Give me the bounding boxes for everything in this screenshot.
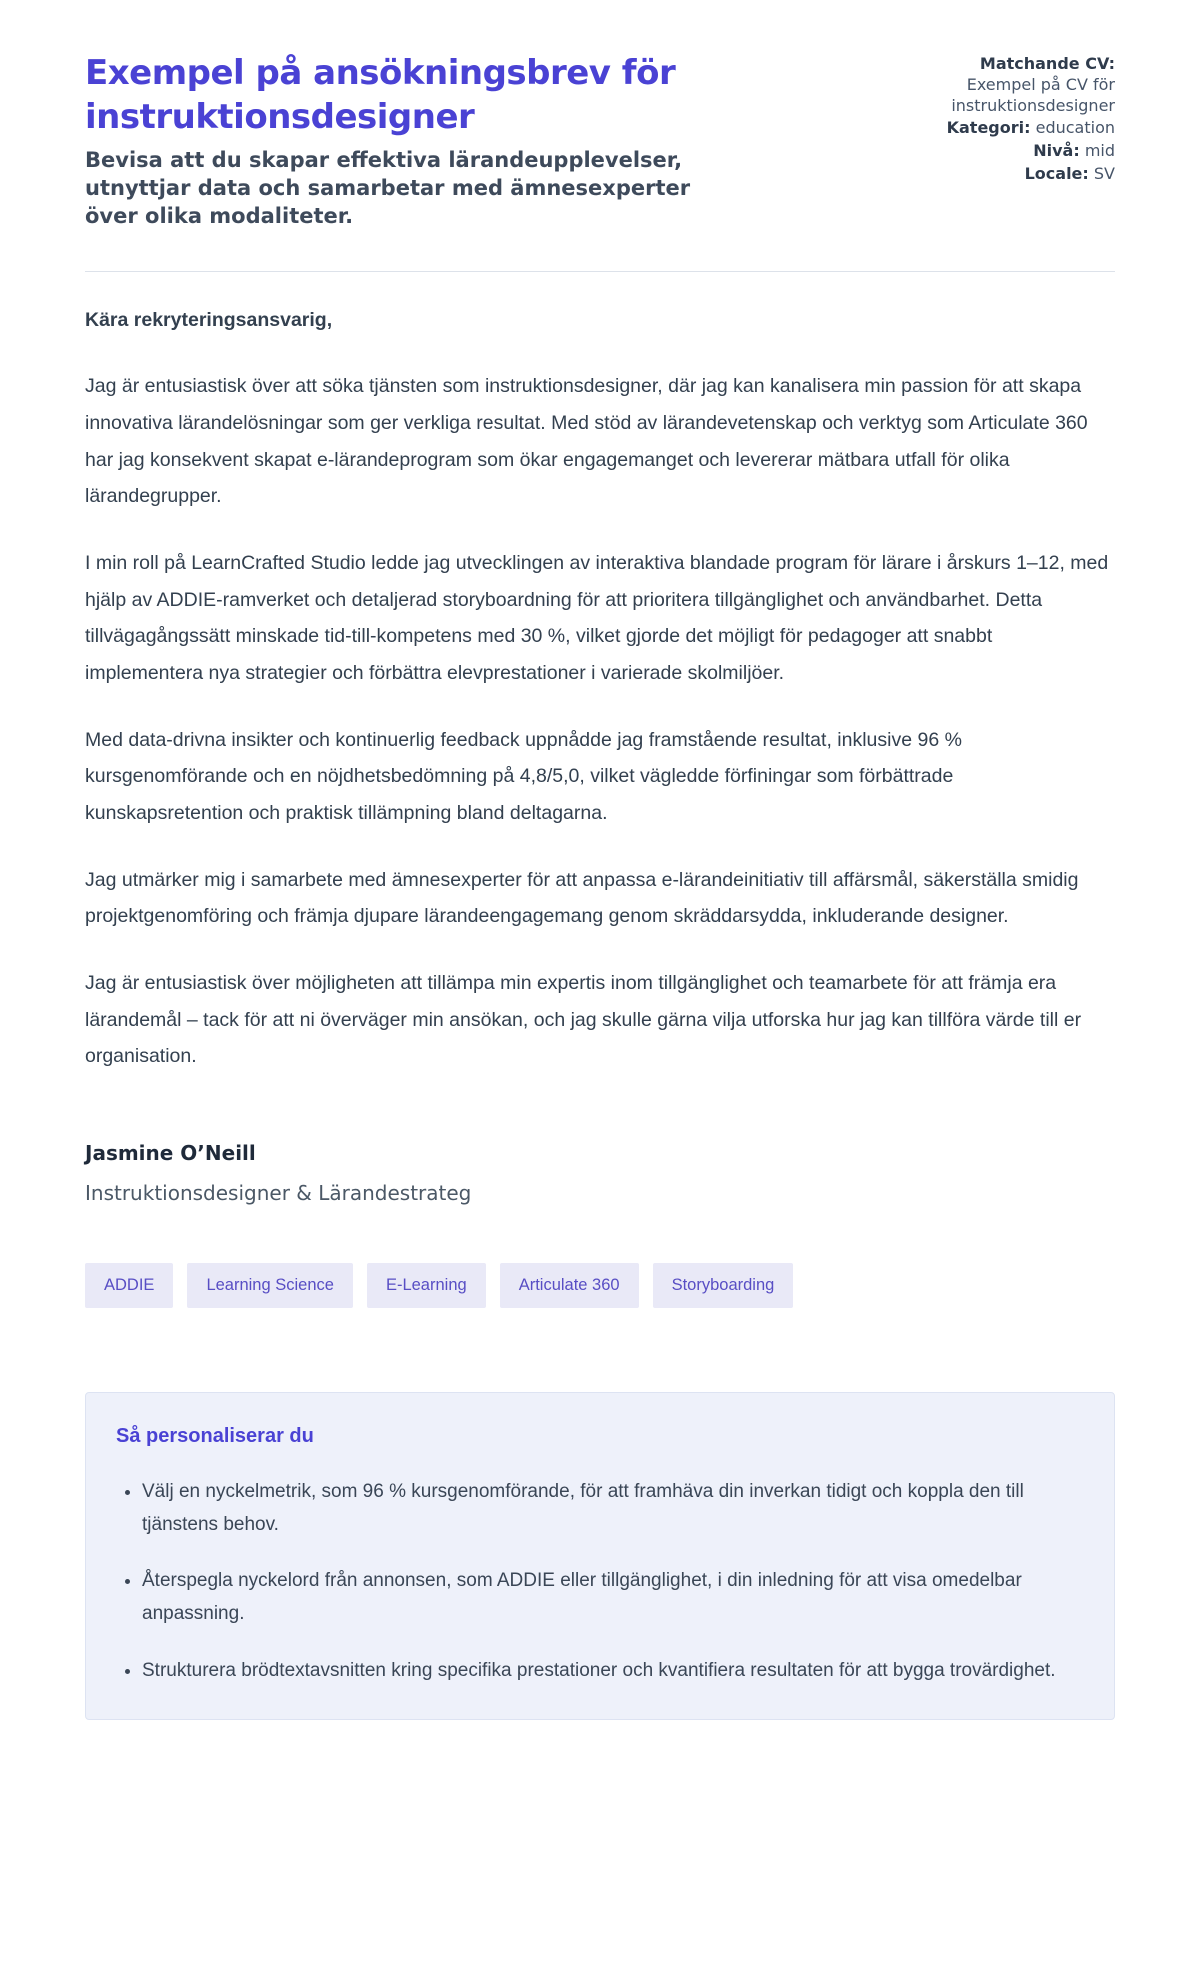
- skill-tag[interactable]: Learning Science: [187, 1263, 353, 1308]
- page-container: [85, 0, 1115, 1720]
- meta-category-label: Kategori:: [946, 118, 1031, 138]
- tips-list: [116, 1476, 1084, 1687]
- title-block: [85, 52, 735, 231]
- tips-list-item: • Välj en nyckelmetrik, som 96 % kursgenomförande, för att framhäva din inverkan tidigt och koppla den till tjänstens behov.: [142, 1476, 1084, 1541]
- meta-locale-label: Locale:: [1024, 163, 1089, 183]
- letter-paragraph: Jag är entusiastisk över att söka tjänsten som instruktionsdesigner, där jag kan kanalisera min passion för att skapa innovativa lärandelösningar som ger verkliga resultat. Med stöd av lärandevetenskap och verktyg som Articulate 360 har jag konsekvent skapat e-lärandeprogram som ökar engagemanget och levererar mätbara utfall för olika lärandegrupper.: [85, 375, 1088, 508]
- meta-locale: [805, 164, 1115, 185]
- skill-tags: [85, 1263, 1115, 1308]
- meta-category-value: education: [1035, 118, 1115, 138]
- skill-tag[interactable]: ADDIE: [85, 1263, 173, 1308]
- page-title: Exempel på ansökningsbrev för instruktionsdesigner: [85, 53, 676, 137]
- letter-paragraph: Jag är entusiastisk över möjligheten att tillämpa min expertis inom tillgänglighet och teamarbete för att främja era lärandemål – tack för att ni överväger min ansökan, och jag skulle gärna vilja utforska hur jag kan tillföra värde till er organisation.: [85, 971, 1082, 1068]
- tips-list-item: • Återspegla nyckelord från annonsen, som ADDIE eller tillgänglighet, i din inledning för att visa omedelbar anpassning.: [142, 1565, 1084, 1630]
- letter-paragraph: I min roll på LearnCrafted Studio ledde jag utvecklingen av interaktiva blandade program för lärare i årskurs 1–12, med hjälp av ADDIE-ramverket och detaljerad storyboardning för att prioritera tillgänglighet och användbarhet. Detta tillvägagångssätt minskade tid-till-kompetens med 30 %, vilket gjorde det möjligt för pedagoger att snabbt implementera nya strategier och förbättra elevprestationer i varierade skolmiljöer.: [85, 552, 1109, 685]
- salutation: Kära rekryteringsansvarig,: [85, 308, 333, 331]
- tips-title: Så personaliserar du: [116, 1424, 314, 1447]
- meta-matching-cv-link[interactable]: Exempel på CV för instruktionsdesigner: [951, 74, 1115, 115]
- meta-level-value: mid: [1084, 141, 1115, 161]
- page-subtitle: Bevisa att du skapar effektiva lärandeupplevelser, utnyttjar data och samarbetar med ämnesexperter över olika modaliteter.: [85, 148, 691, 228]
- tips-list-item: • Strukturera brödtextavsnitten kring specifika prestationer och kvantifiera resultaten för att bygga trovärdighet.: [142, 1655, 1084, 1688]
- letter-paragraph: Med data-drivna insikter och kontinuerlig feedback uppnådde jag framstående resultat, inklusive 96 % kursgenomförande och en nöjdhetsbedömning på 4,8/5,0, vilket vägledde förfiningar som förbättrade kunskapsretention och praktisk tillämpning bland deltagarna.: [85, 728, 962, 825]
- meta-matching-cv: [805, 54, 1115, 116]
- meta-block: [805, 52, 1115, 187]
- skill-tag[interactable]: Storyboarding: [653, 1263, 794, 1308]
- page-header: [85, 52, 1115, 231]
- cover-letter-body: [85, 302, 1115, 1075]
- letter-paragraph: Jag utmärker mig i samarbete med ämnesexperter för att anpassa e-lärandeinitiativ till affärsmål, säkerställa smidig projektgenomföring och främja djupare lärandeengagemang genom skräddarsydda, inkluderande designer.: [85, 868, 1079, 928]
- meta-matching-cv-label: Matchande CV:: [979, 54, 1115, 73]
- skill-tag[interactable]: E-Learning: [367, 1263, 486, 1308]
- meta-level-label: Nivå:: [1033, 141, 1080, 161]
- header-divider: [85, 271, 1115, 272]
- skill-tag[interactable]: Articulate 360: [500, 1263, 639, 1308]
- signature-block: [85, 1141, 1115, 1205]
- personalization-tips-box: [85, 1392, 1115, 1720]
- meta-locale-value: SV: [1093, 163, 1115, 183]
- meta-level: [805, 141, 1115, 162]
- meta-category: [805, 118, 1115, 139]
- signature-name: Jasmine O’Neill: [85, 1140, 256, 1165]
- signature-role: Instruktionsdesigner & Lärandestrateg: [85, 1180, 472, 1205]
